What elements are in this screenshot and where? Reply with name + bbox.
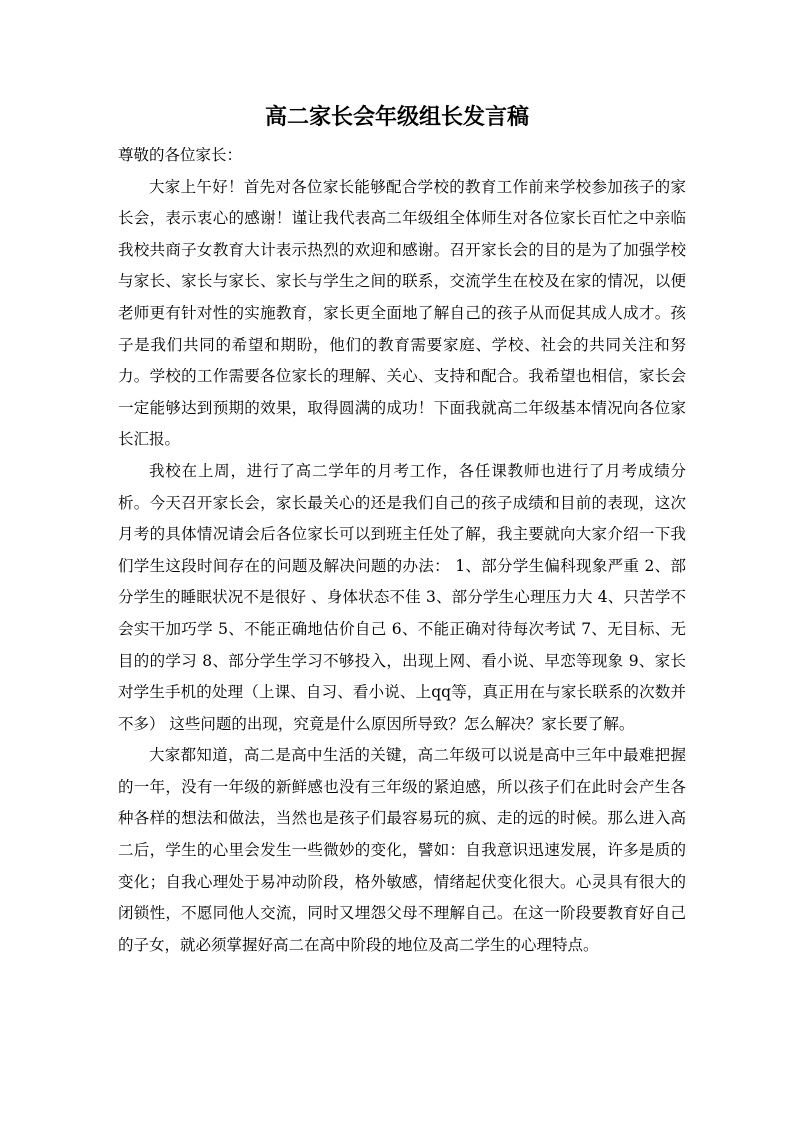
paragraph-opening: 大家上午好！首先对各位家长能够配合学校的教育工作前来学校参加孩子的家长会，表示衷心的感谢！谨让我代表高二年级组全体师生对各位家长百忙之中亲临我校共商子女教育大计表示热烈的欢迎和感谢。召开家长会的目的是为了加强学校与家长、家长与家长、家长与学生之间的联系，交流学生在校及在家的情况，以便老师更有针对性的实施教育，家长更全面地了解自己的孩子从而促其成人成才。孩子是我们共同的希望和期盼，他们的教育需要家庭、学校、社会的共同关注和努力。学校的工作需要各位家长的理解、关心、支持和配合。我希望也相信，家长会一定能够达到预期的效果，取得圆满的成功！下面我就高二年级基本情况向各位家长汇报。 <box>118 177 686 449</box>
greeting-line: 尊敬的各位家长： <box>118 146 243 164</box>
paragraph-grade-two-psychology: 大家都知道，高二是高中生活的关键，高二年级可以说是高中三年中最难把握的一年，没有一年级的新鲜感也没有三年级的紧迫感，所以孩子们在此时会产生各种各样的想法和做法，当然也是孩子们最容易玩的疯、走的远的时候。那么进入高二后，学生的心里会发生一些微妙的变化，譬如：自我意识迅速发展，许多是质的变化；自我心理处于易冲动阶段，格外敏感，情绪起伏变化很大。心灵具有很大的闭锁性，不愿同他人交流，同时又埋怨父母不理解自己。在这一阶段要教育好自己的子女，就必须掌握好高二在高中阶段的地位及高二学生的心理特点。 <box>118 746 686 954</box>
document-body <box>118 140 686 961</box>
document-title: 高二家长会年级组长发言稿 <box>264 104 529 130</box>
paragraph-exam-issues: 我校在上周，进行了高二学年的月考工作，各任课教师也进行了月考成绩分析。今天召开家长会，家长最关心的还是我们自己的孩子成绩和目前的表现，这次月考的具体情况请会后各位家长可以到班主任处了解，我主要就向大家介绍一下我们学生这段时间存在的问题及解决问题的办法： 1、部分学生偏科现象严重 2、部分学生的睡眠状况不是很好 、身体状态不佳 3、部分学生心理压力大 4、只苦学不会实干加巧学 5、不能正确地估价自己 6、不能正确对待每次考试 7、无目标、无目的的学习 8、部分学生学习不够投入，出现上网、看小说、早恋等现象 9、家长对学生手机的处理（上课、自习、看小说、上qq等，真正用在与家长联系的次数并不多） 这些问题的出现，究竟是什么原因所导致？怎么解决？家长要了解。 <box>118 461 686 733</box>
